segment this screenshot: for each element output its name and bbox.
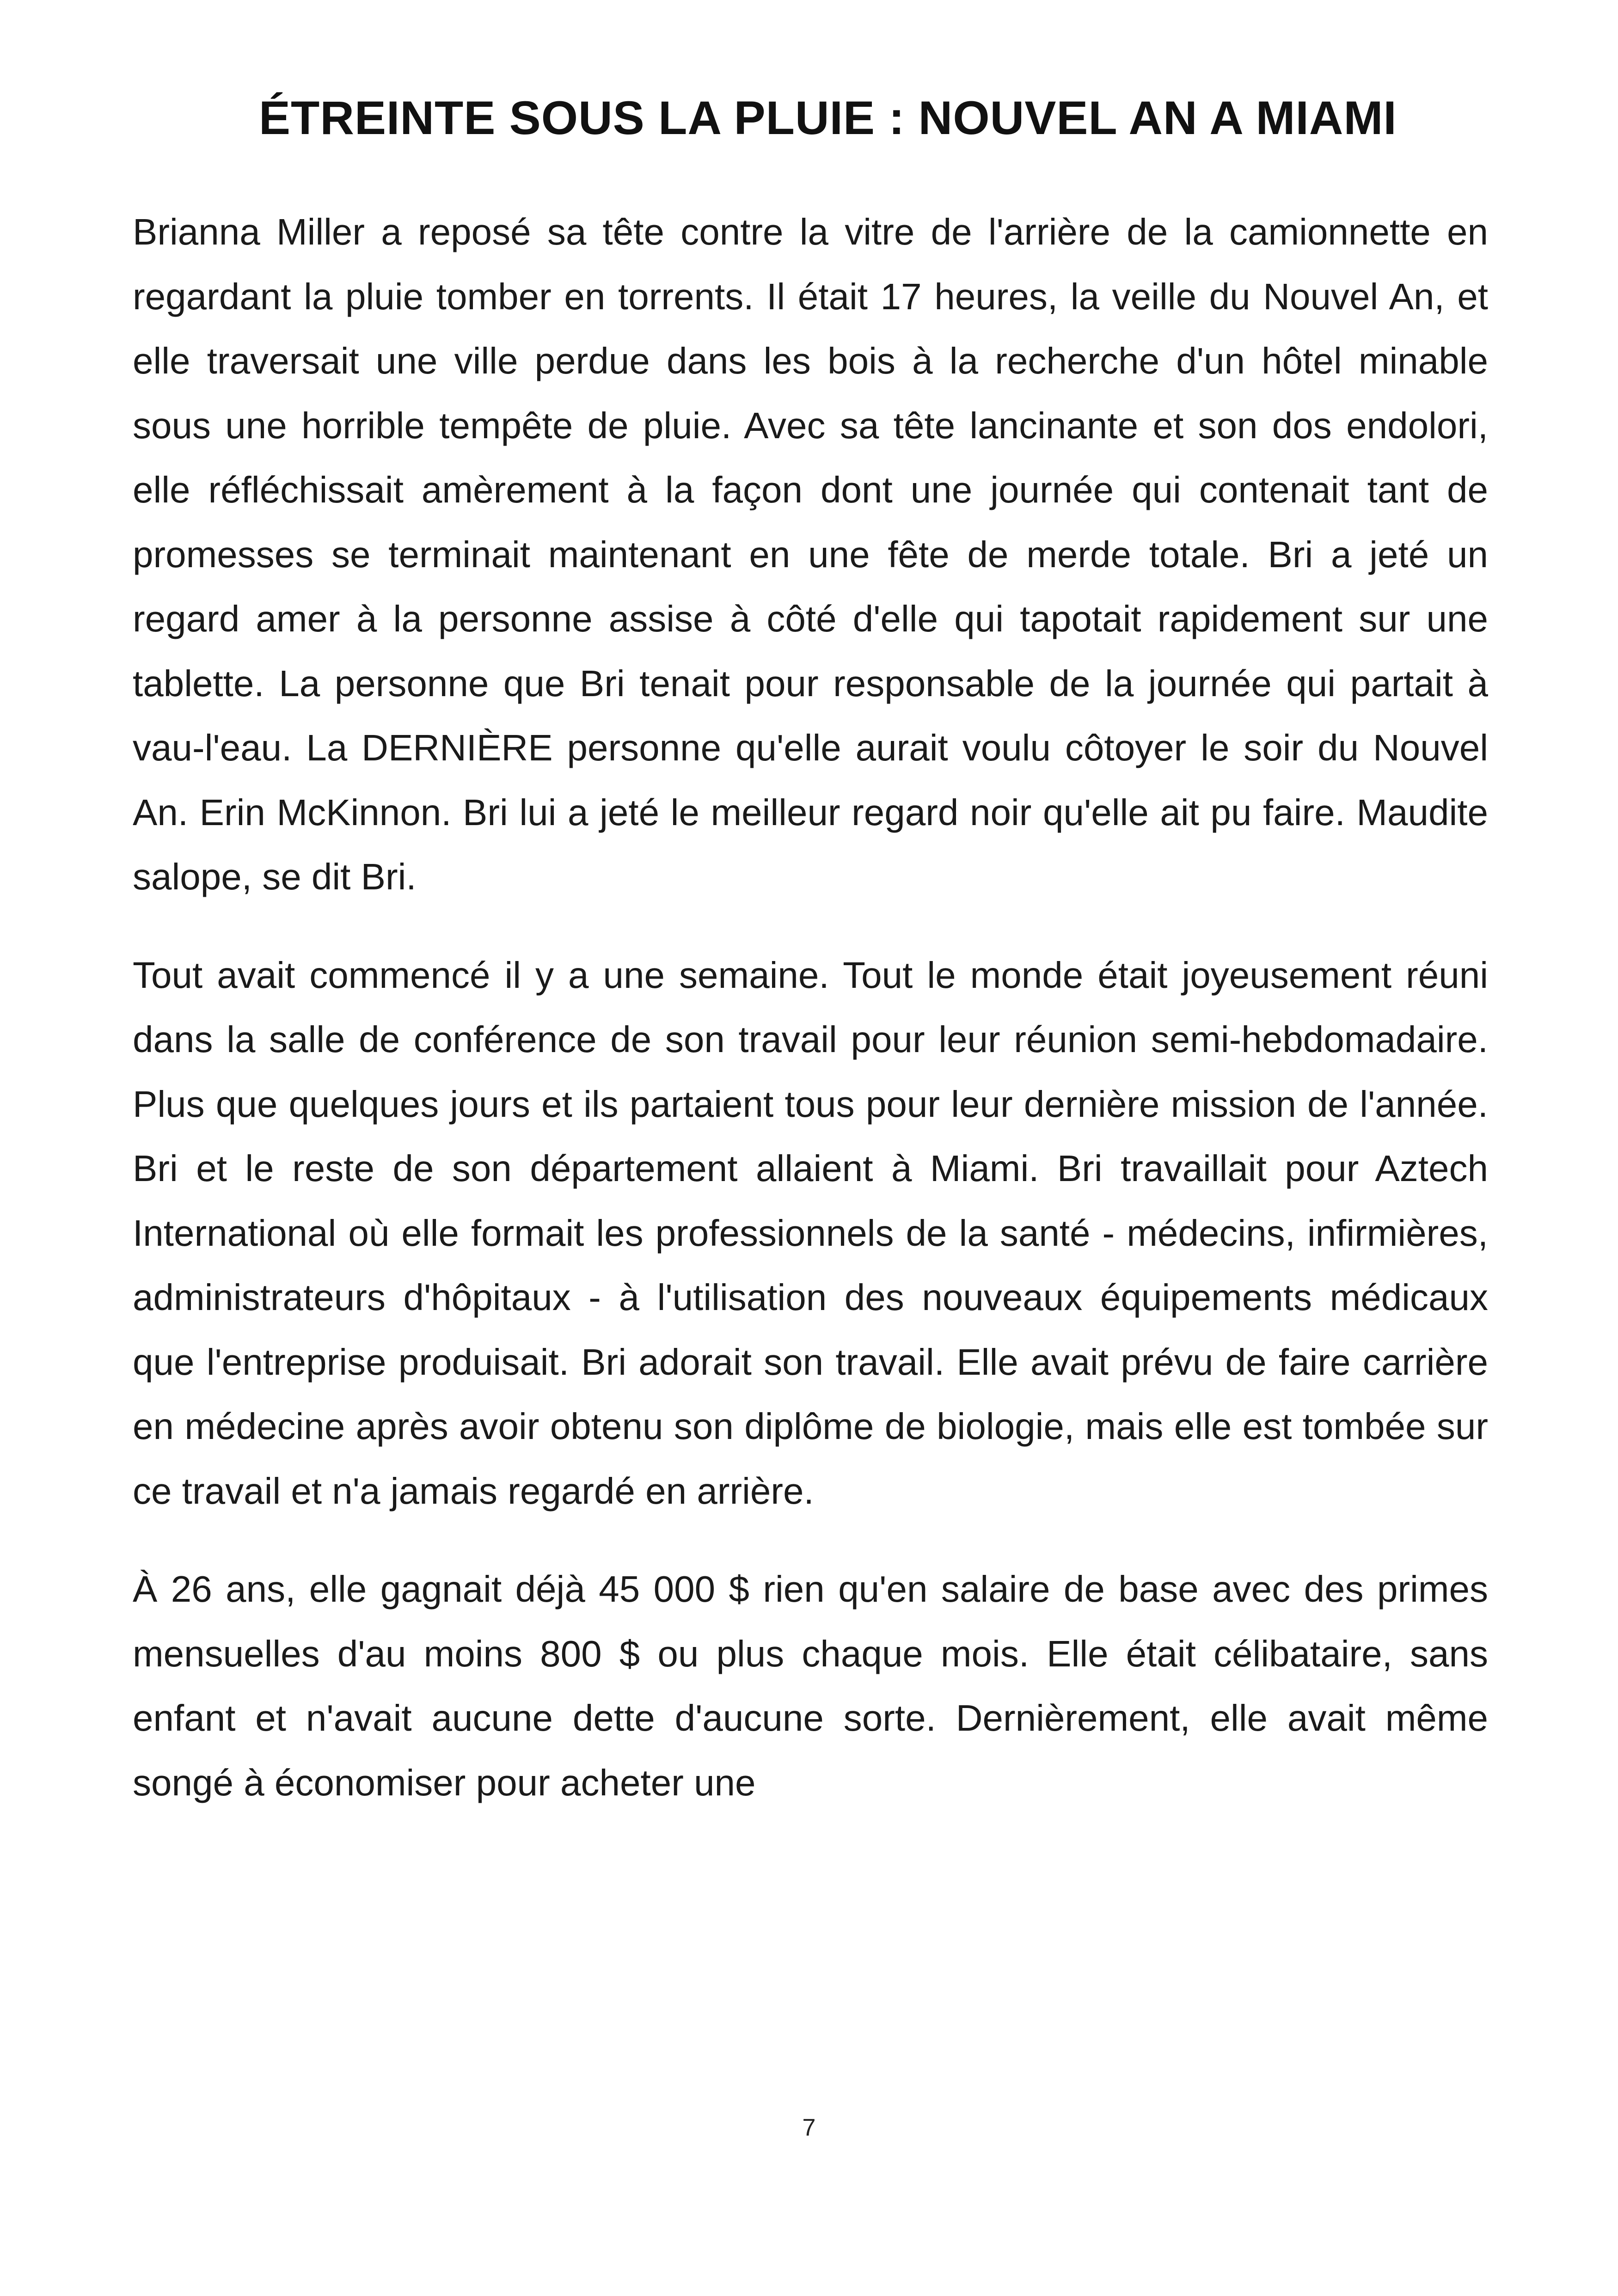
paragraph: Brianna Miller a reposé sa tête contre la vitre de l'arrière de la camionnette en regardant la pluie tomber en torrents. Il était 17 heures, la veille du Nouvel An, et elle traversait une ville perdue dans les bois à la recherche d'un hôtel minable sous une horrible tempête de pluie. Avec sa tête lancinante et son dos endolori, elle réfléchissait amèrement à la façon dont une journée qui contenait tant de promesses se terminait maintenant en une fête de merde totale. Bri a jeté un regard amer à la personne assise à côté d'elle qui tapotait rapidement sur une tablette. La personne que Bri tenait pour responsable de la journée qui partait à vau-l'eau. La DERNIÈRE personne qu'elle aurait voulu côtoyer le soir du Nouvel An. Erin McKinnon. Bri lui a jeté le meilleur regard noir qu'elle ait pu faire. Maudite salope, se dit Bri. — [133, 211, 1488, 897]
body-text — [133, 200, 1488, 1815]
page-number: 7 — [802, 2114, 816, 2141]
paragraph: Tout avait commencé il y a une semaine. Tout le monde était joyeusement réuni dans la salle de conférence de son travail pour leur réunion semi-hebdomadaire. Plus que quelques jours et ils partaient tous pour leur dernière mission de l'année. Bri et le reste de son département allaient à Miami. Bri travaillait pour Aztech International où elle formait les professionnels de la santé - médecins, infirmières, administrateurs d'hôpitaux - à l'utilisation des nouveaux équipements médicaux que l'entreprise produisait. Bri adorait son travail. Elle avait prévu de faire carrière en médecine après avoir obtenu son diplôme de biologie, mais elle est tombée sur ce travail et n'a jamais regardé en arrière. — [133, 954, 1488, 1512]
paragraph: À 26 ans, elle gagnait déjà 45 000 $ rien qu'en salaire de base avec des primes mensuelles d'au moins 800 $ ou plus chaque mois. Elle était célibataire, sans enfant et n'avait aucune dette d'aucune sorte. Dernièrement, elle avait même songé à économiser pour acheter une — [133, 1568, 1488, 1803]
chapter-title: ÉTREINTE SOUS LA PLUIE : NOUVEL AN A MIAMI — [259, 92, 1397, 144]
